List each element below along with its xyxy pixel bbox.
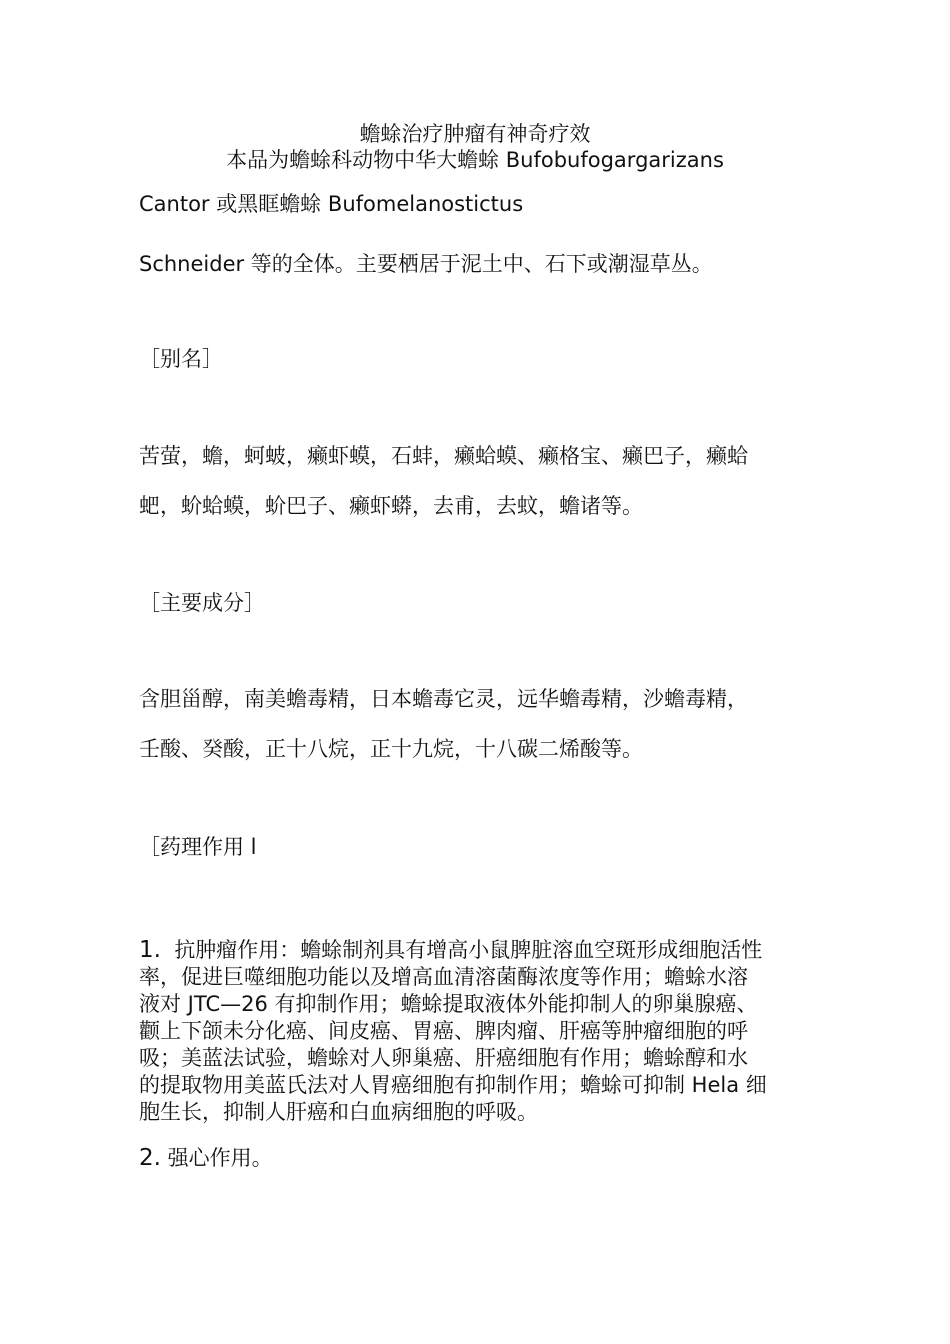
intro-line-1: 本品为蟾蜍科动物中华大蟾蜍 Bufobufogargarizans bbox=[226, 148, 724, 172]
components-line-1: 含胆甾醇，南美蟾毒精，日本蟾毒它灵，远华蟾毒精，沙蟾毒精， bbox=[139, 687, 748, 711]
components-line-2: 壬酸、癸酸，正十八烷，正十九烷，十八碳二烯酸等。 bbox=[139, 737, 643, 761]
alias-heading: ［别名］ bbox=[139, 347, 223, 371]
alias-line-2: 蚆，蚧蛤蟆，蚧巴子、癞虾蟒，去甫，去蚊，蟾诸等。 bbox=[139, 494, 643, 518]
item-1-line-6: 的提取物用美蓝氏法对人胃癌细胞有抑制作用；蟾蜍可抑制 Hela 细 bbox=[139, 1073, 767, 1097]
alias-line-1: 苦萤，蟾，蚵蚾，癞虾蟆，石蚌，癞蛤蟆、癞格宝、癞巴子，癞蛤 bbox=[139, 444, 748, 468]
item-2-number: 2. bbox=[139, 1145, 161, 1171]
item-1-line-1: 1. 抗肿瘤作用：蟾蜍制剂具有增高小鼠脾脏溶血空斑形成细胞活性 bbox=[139, 937, 763, 963]
item-1-line-3: 液对 JTC—26 有抑制作用；蟾蜍提取液体外能抑制人的卵巢腺癌、 bbox=[139, 992, 758, 1016]
intro-line-3: Schneider 等的全体。主要栖居于泥土中、石下或潮湿草丛。 bbox=[139, 252, 713, 276]
item-1-number: 1. bbox=[139, 937, 161, 963]
pharmacology-item-2 bbox=[139, 1145, 273, 1171]
pharmacology-heading: ［药理作用 l bbox=[139, 835, 257, 859]
item-2-text: 强心作用。 bbox=[167, 1146, 273, 1170]
item-1-line-7: 胞生长，抑制人肝癌和白血病细胞的呼吸。 bbox=[139, 1100, 538, 1124]
components-heading: ［主要成分］ bbox=[139, 591, 265, 615]
intro-line-2: Cantor 或黑眶蟾蜍 Bufomelanostictus bbox=[139, 192, 524, 216]
item-1-line-5: 吸；美蓝法试验，蟾蜍对人卵巢癌、肝癌细胞有作用；蟾蜍醇和水 bbox=[139, 1046, 748, 1070]
document-title: 蟾蜍治疗肿瘤有神奇疗效 bbox=[359, 122, 591, 146]
item-1-line-4: 颧上下颌未分化癌、间皮癌、胃癌、脾肉瘤、肝癌等肿瘤细胞的呼 bbox=[139, 1019, 748, 1043]
item-1-line-2: 率，促进巨噬细胞功能以及增高血清溶菌酶浓度等作用；蟾蜍水溶 bbox=[139, 965, 748, 989]
pharmacology-item-1 bbox=[139, 937, 809, 1126]
